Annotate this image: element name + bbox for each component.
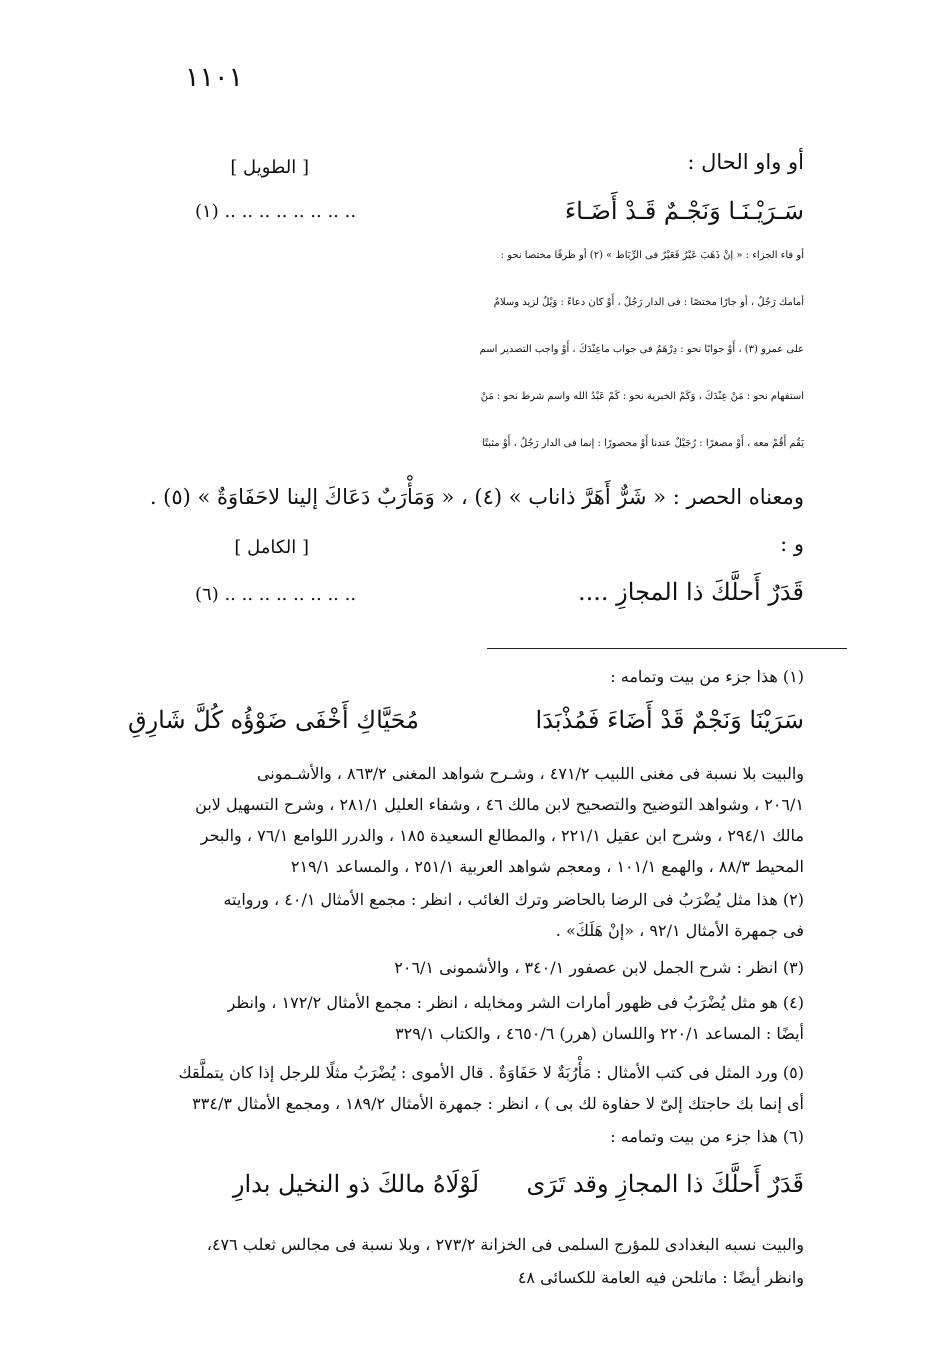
text-line: على عمرو (٣) ، أَوْ جوابًا نحو : دِرْهَمٌ فى جواب ماعِنْدَكَ ، أَوْ واجب التصدير اسم — [479, 344, 804, 355]
footnote-text: والبيت بلا نسبة فى مغنى اللبيب ٤٧١/٢ ، وشـرح شواهد المغنى ٨٦٣/٢ ، والأشـمونى — [256, 764, 804, 783]
verse-hemistich: قَدَرٌ أَحلَّكَ ذا المجازِ .... — [578, 578, 804, 606]
footnote-text: (٤) هو مثل يُضْرَبُ فى ظهور أمارات الشر ومخايله ، انظر : مجمع الأمثال ١٧٢/٢ ، وانظر — [227, 993, 804, 1012]
text-line: ومعناه الحصر : « شَرٌّ أَهَرَّ ذاناب » (٤) ، « وَمَأْرَبٌ دَعَاكَ إلينا لاحَفَاوَةٌ » (٥) . — [149, 485, 804, 509]
footnote-text: مالك ٢٩٤/١ ، وشرح ابن عقيل ٢٢١/١ ، والمطالع السعيدة ١٨٥ ، والدرر اللوامع ٧٦/١ ، والبحر — [200, 826, 804, 845]
footnote-text: وانظر أيضًا : ماتلحن فيه العامة للكسائى ٤٨ — [517, 1268, 804, 1287]
text-line: يَقُم أَقُمْ معه ، أَوْ مصغرًا : رُجَيْلٌ عندنا أَوْ محصورًا : إنما فى الدار رَجُلٌ ، أَوْ مثبتًا — [482, 438, 804, 449]
page-number: ١١٠١ — [185, 62, 244, 93]
footnote-verse-b: مُحَيَّاكِ أَخْفَى ضَوْؤُه كُلَّ شَارِقِ — [127, 706, 419, 734]
verse-ellipsis: (١) .. .. .. .. .. .. .. .. — [195, 201, 357, 222]
footnote-verse-a: سَرَيْنَا وَنَجْمٌ قَدْ أَضَاءَ فَمُذْبَدَا — [535, 706, 804, 734]
footnote-text: أى إنما بك حاجتك إلىّ لا حفاوة لك بى ) ، انظر : جمهرة الأمثال ١٨٩/٢ ، ومجمع الأمثال ٣٣٤/٣ — [192, 1094, 804, 1113]
footnote-text: فى جمهرة الأمثال ٩٢/١ ، «إنْ هَلَكَ» . — [555, 921, 804, 940]
text-line: و : — [780, 532, 804, 556]
footnote-6-intro: (٦) هذا جزء من بيت وتمامه : — [610, 1127, 804, 1146]
footnote-verse-b: لَوْلَاهُ مالكَ ذو النخيل بدارِ — [232, 1170, 479, 1198]
verse-ellipsis: (٦) .. .. .. .. .. .. .. .. — [195, 584, 357, 605]
footnote-1-intro: (١) هذا جزء من بيت وتمامه : — [610, 667, 804, 686]
verse-hemistich: سَـرَيْـنَـا وَنَجْـمٌ قَـدْ أَضَـاءَ — [564, 197, 804, 225]
meter-label: [ الطويل ] — [230, 157, 309, 178]
footnote-text: ٢٠٦/١ ، وشواهد التوضيح والتصحيح لابن مالك ٤٦ ، وشفاء العليل ٢٨١/١ ، وشرح التسهيل لابن — [195, 795, 804, 814]
text-line: أو واو الحال : — [687, 150, 804, 174]
footnote-text: أيضًا : المساعد ٢٢٠/١ واللسان (هرر) ٤٦٥٠/٦ ، والكتاب ٣٢٩/١ — [395, 1024, 804, 1043]
footnote-text: والبيت نسبه البغدادى للمؤرج السلمى فى الخزانة ٢٧٣/٢ ، وبلا نسبة فى مجالس ثعلب ٤٧٦، — [206, 1235, 804, 1254]
text-line: أو فاء الجزاء : « إنْ ذَهَبَ عَيْرٌ فَعَيْرٌ فى الرِّبَاط » (٢) أو ظرفًا مختصا نحو : — [500, 250, 804, 261]
footnote-separator — [487, 648, 847, 649]
footnote-text: (٣) انظر : شرح الجمل لابن عصفور ٣٤٠/١ ، والأشمونى ٢٠٦/١ — [394, 958, 804, 977]
footnote-verse-a: قَدَرٌ أَحلَّكَ ذا المجازِ وقد تَرَى — [526, 1170, 804, 1198]
text-line: أمامك رَجُلٌ ، أو جارًا مختصًا : فى الدار رَجُلٌ ، أَوْ كان دعاءً : وَيْلٌ لزيد وسلامٌ — [493, 297, 804, 308]
footnote-text: المحيط ٨٨/٣ ، والهمع ١٠١/١ ، ومعجم شواهد العربية ٢٥١/١ ، والمساعد ٢١٩/١ — [290, 857, 804, 876]
footnote-text: (٢) هذا مثل يُضْرَبُ فى الرضا بالحاضر وترك الغائب ، انظر : مجمع الأمثال ٤٠/١ ، وروايته — [223, 890, 804, 909]
meter-label: [ الكامل ] — [234, 537, 309, 558]
footnote-text: (٥) ورد المثل فى كتب الأمثال : مَأْرُبَةٌ لا حَفَاوَةٌ . قال الأموى : يُضْرَبُ مثلًا للرجل إذا كان يتملَّقك — [178, 1063, 804, 1082]
text-line: استفهام نحو : مَنْ عِنْدَكَ ، وَكَمْ الخبرية نحو : كَمْ عَبْدُ الله واسم شرط نحو : مَنْ — [480, 391, 804, 402]
